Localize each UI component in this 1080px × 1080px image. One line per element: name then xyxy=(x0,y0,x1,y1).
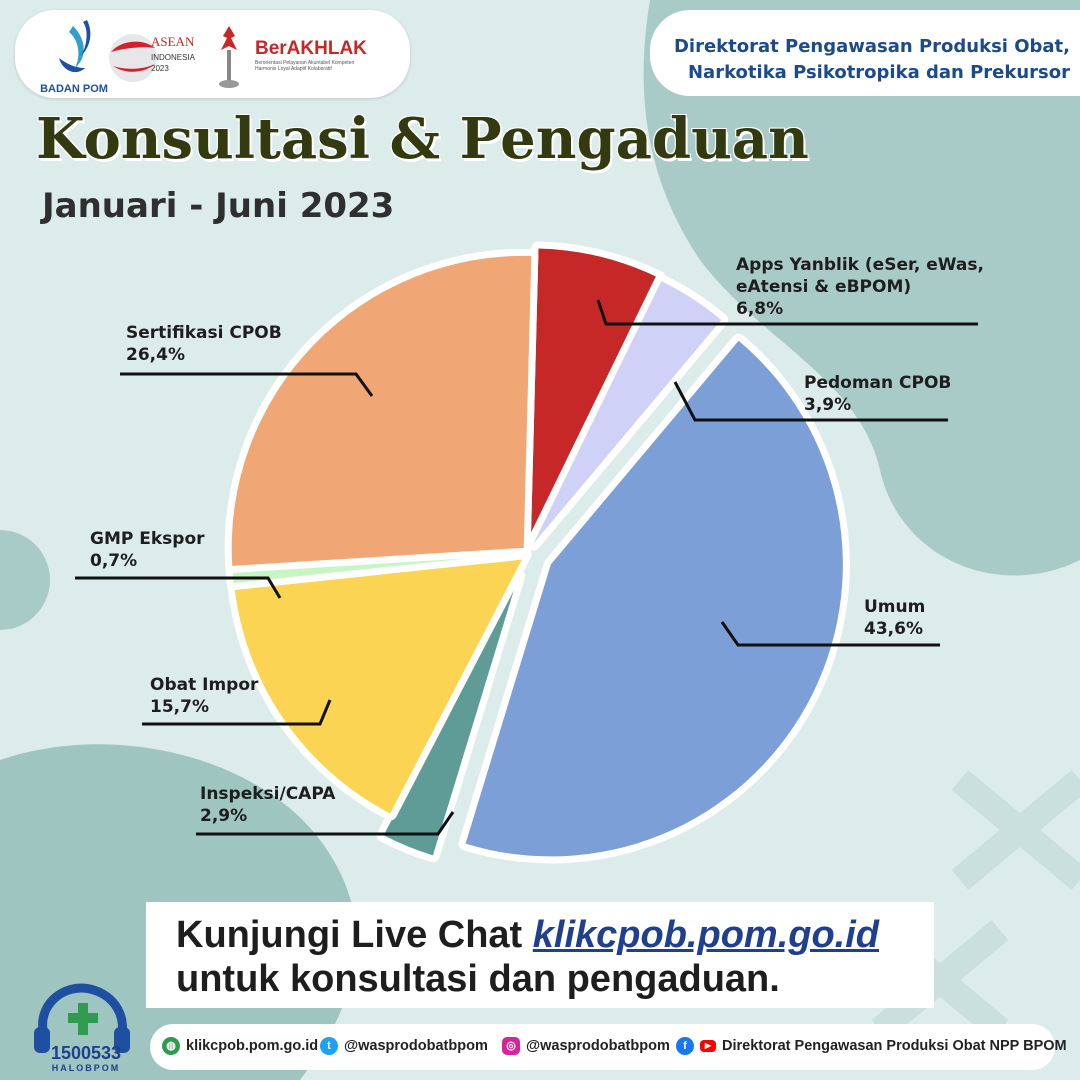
footer-website-text: klikcpob.pom.go.id xyxy=(186,1038,319,1054)
slice-value-label-3: 2,9% xyxy=(200,806,248,826)
footer-bar xyxy=(150,1024,1067,1070)
slice-value-label-4: 15,7% xyxy=(150,697,209,717)
pie-slice-6 xyxy=(232,256,532,566)
cta-line-1 xyxy=(176,914,879,957)
slice-name-label-2: Umum xyxy=(864,597,926,617)
slice-name-label-5: GMP Ekspor xyxy=(90,529,205,549)
footer-website[interactable] xyxy=(162,1037,318,1055)
svg-text:ASEAN: ASEAN xyxy=(151,34,195,49)
svg-text:2023: 2023 xyxy=(151,64,169,73)
pie-slices xyxy=(232,248,843,856)
youtube-icon: ▶ xyxy=(700,1040,716,1052)
slice-value-label-6: 26,4% xyxy=(126,345,185,365)
hotline-logo xyxy=(24,975,154,1075)
org-name-line-1: Direktorat Pengawasan Produksi Obat, xyxy=(673,36,1070,57)
hotline-number: 1500533 xyxy=(50,1043,122,1063)
cta-prefix: Kunjungi Live Chat xyxy=(176,914,533,956)
footer-instagram[interactable] xyxy=(502,1037,670,1055)
slice-name-label-1: Pedoman CPOB xyxy=(804,373,952,393)
twitter-icon: t xyxy=(320,1037,338,1055)
cta-line-2: untuk konsultasi dan pengaduan. xyxy=(176,958,780,1000)
footer-instagram-text: @wasprodobatbpom xyxy=(526,1038,670,1054)
hotline-sub: HALOBPOM xyxy=(51,1063,121,1073)
facebook-icon: f xyxy=(676,1037,694,1055)
org-name-line-2: Narkotika Psikotropika dan Prekursor xyxy=(687,62,1070,83)
slice-name-label-3: Inspeksi/CAPA xyxy=(200,784,336,804)
cta-banner xyxy=(146,902,934,1008)
page-subtitle: Januari - Juni 2023 xyxy=(42,186,395,226)
footer-twitter-text: @wasprodobatbpom xyxy=(344,1038,488,1054)
slice-name-label-0: Apps Yanblik (eSer, eWas, xyxy=(736,255,984,275)
slice-value-label-1: 3,9% xyxy=(804,395,852,415)
globe-icon: ◍ xyxy=(162,1037,180,1055)
footer-social[interactable] xyxy=(676,1037,1067,1055)
slice-value-label-2: 43,6% xyxy=(864,619,923,639)
svg-text:INDONESIA: INDONESIA xyxy=(151,53,196,62)
svg-text:BADAN POM: BADAN POM xyxy=(40,83,108,95)
slice-name-label-4: Obat Impor xyxy=(150,675,259,695)
footer-social-text: Direktorat Pengawasan Produksi Obat NPP BPOM xyxy=(722,1038,1067,1054)
slice-value-label-5: 0,7% xyxy=(90,551,138,571)
slice-value-label-0: 6,8% xyxy=(736,299,784,319)
berakhlak-logo: BerAKHLAK Berorientasi Pelayanan Akuntabel Kompeten Harmonis Loyal Adaptif Kolaboratif xyxy=(255,38,367,72)
slice-name-label-6: Sertifikasi CPOB xyxy=(126,323,282,343)
page-title: Konsultasi & Pengaduan xyxy=(36,106,809,172)
slice-name-label-0: eAtensi & eBPOM) xyxy=(736,277,912,297)
live-chat-link[interactable]: klikcpob.pom.go.id xyxy=(532,914,880,956)
footer-twitter[interactable] xyxy=(320,1037,488,1055)
instagram-icon: ◎ xyxy=(502,1037,520,1055)
